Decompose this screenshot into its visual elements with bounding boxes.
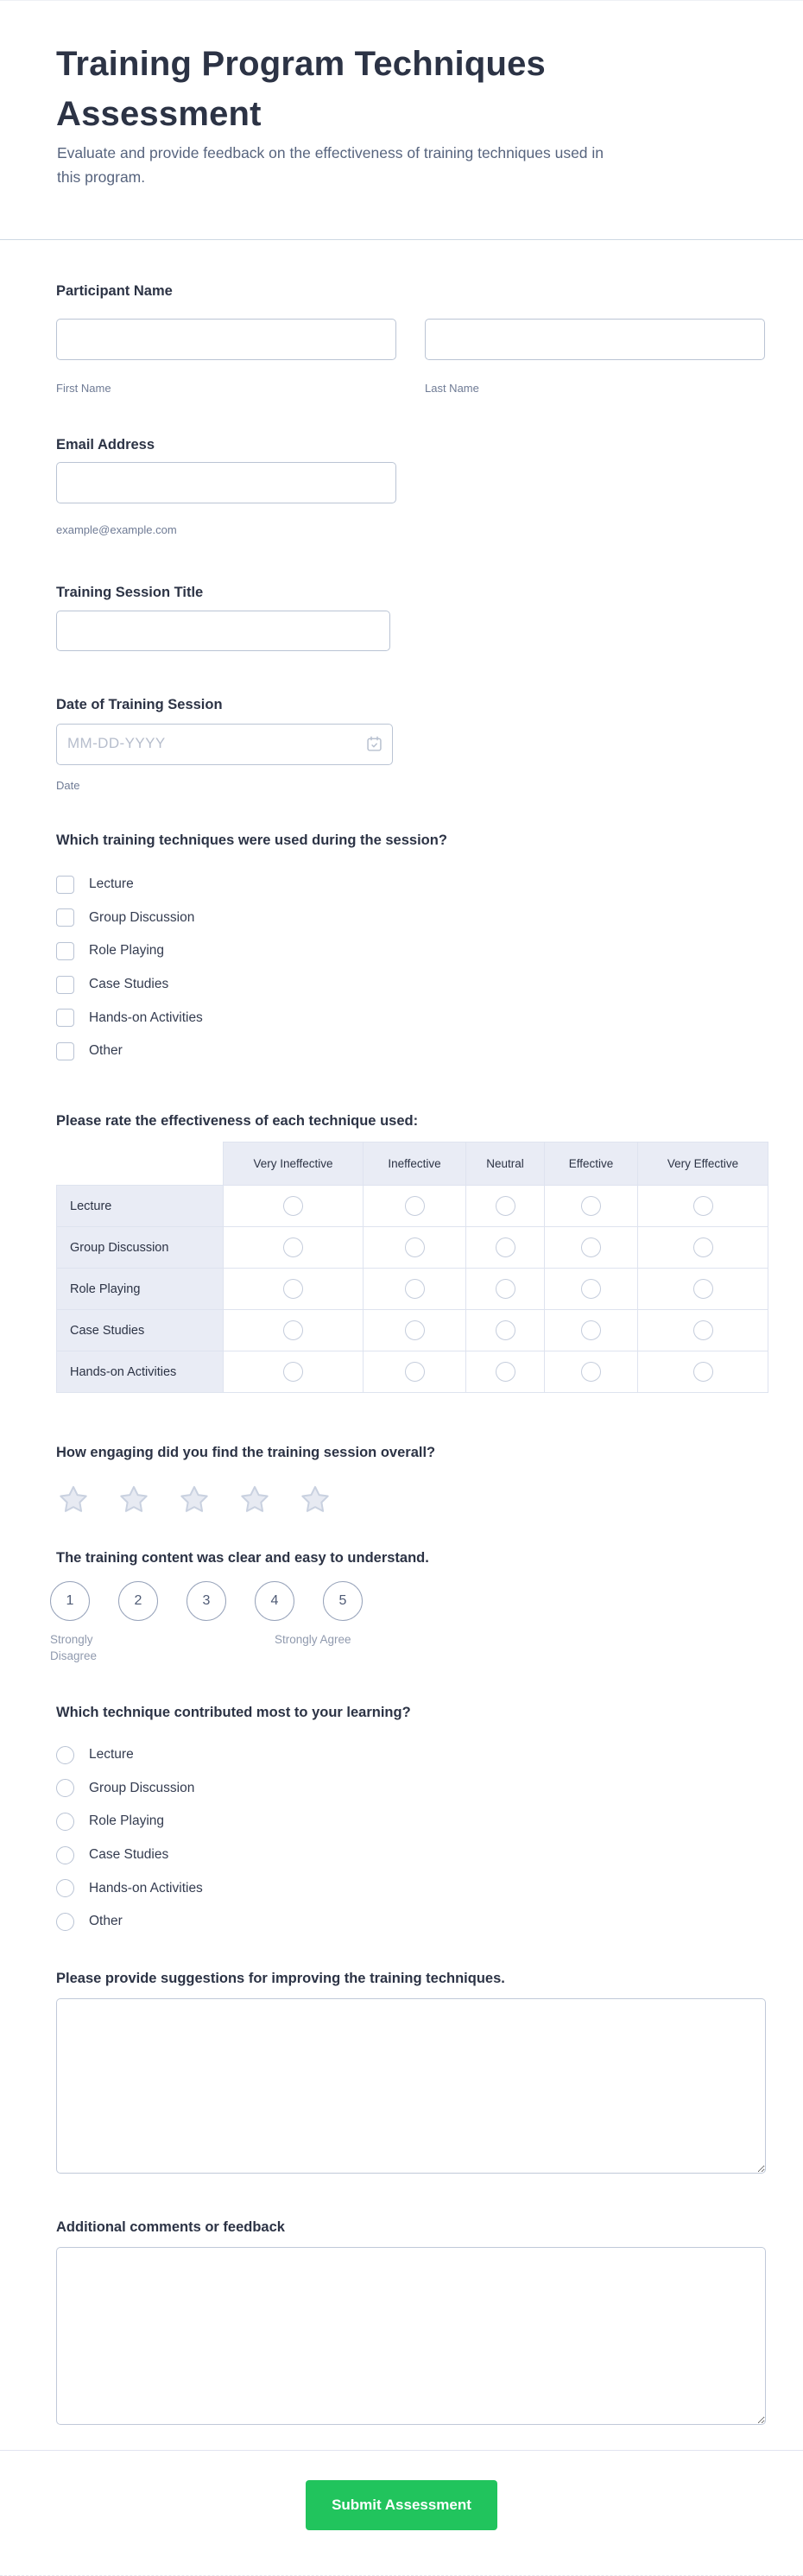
matrix-radio[interactable] (405, 1362, 425, 1382)
form-title-line1: Training Program Techniques (56, 45, 546, 83)
matrix-radio[interactable] (581, 1362, 601, 1382)
matrix-corner-cell (57, 1142, 224, 1186)
star-icon[interactable] (57, 1484, 90, 1516)
matrix-radio[interactable] (496, 1237, 515, 1257)
submit-button[interactable]: Submit Assessment (306, 2480, 497, 2530)
matrix-col-header: Neutral (466, 1142, 545, 1186)
participant-name-label: Participant Name (56, 283, 173, 299)
first-name-input[interactable] (56, 319, 396, 360)
checkbox-option-lecture[interactable]: Lecture (56, 868, 203, 902)
clarity-scale (50, 1581, 363, 1621)
matrix-radio[interactable] (581, 1320, 601, 1340)
scale-min-label: Strongly Disagree (50, 1633, 98, 1662)
matrix-radio[interactable] (283, 1196, 303, 1216)
header-divider (0, 239, 803, 240)
radio-icon[interactable] (56, 1846, 74, 1864)
matrix-radio[interactable] (693, 1320, 713, 1340)
checkbox-icon[interactable] (56, 1009, 74, 1027)
matrix-row-label: Group Discussion (57, 1227, 224, 1269)
form-subtitle: Evaluate and provide feedback on the effectiveness of training techniques used in this program. (57, 144, 604, 186)
radio-option-lecture[interactable]: Lecture (56, 1738, 203, 1772)
matrix-radio[interactable] (283, 1320, 303, 1340)
star-icon[interactable] (117, 1484, 150, 1516)
form-title-line2: Assessment (56, 95, 262, 133)
engagement-label: How engaging did you find the training session overall? (56, 1445, 436, 1460)
calendar-icon[interactable] (365, 735, 383, 753)
scale-option-3[interactable]: 3 (187, 1581, 226, 1621)
matrix-row-hands-on (57, 1351, 768, 1393)
techniques-used-list (56, 868, 203, 1068)
matrix-row-label: Hands-on Activities (57, 1351, 224, 1393)
radio-icon[interactable] (56, 1879, 74, 1897)
matrix-radio[interactable] (405, 1279, 425, 1299)
matrix-col-header: Very Ineffective (224, 1142, 364, 1186)
star-icon[interactable] (238, 1484, 271, 1516)
matrix-radio[interactable] (283, 1279, 303, 1299)
radio-icon[interactable] (56, 1913, 74, 1931)
star-rating (57, 1484, 332, 1516)
scale-max-label: Strongly Agree (275, 1633, 351, 1646)
checkbox-option-group-discussion[interactable]: Group Discussion (56, 902, 203, 935)
radio-option-case-studies[interactable]: Case Studies (56, 1839, 203, 1872)
session-title-label: Training Session Title (56, 585, 204, 600)
scale-option-1[interactable]: 1 (50, 1581, 90, 1621)
matrix-radio[interactable] (405, 1320, 425, 1340)
matrix-radio[interactable] (496, 1279, 515, 1299)
matrix-radio[interactable] (693, 1196, 713, 1216)
top-technique-list (56, 1738, 203, 1939)
matrix-radio[interactable] (581, 1196, 601, 1216)
checkbox-option-hands-on[interactable]: Hands-on Activities (56, 1001, 203, 1035)
email-input[interactable] (56, 462, 396, 503)
last-name-sublabel: Last Name (425, 382, 479, 395)
matrix-radio[interactable] (581, 1237, 601, 1257)
matrix-radio[interactable] (405, 1196, 425, 1216)
clarity-label: The training content was clear and easy to understand. (56, 1550, 429, 1566)
effectiveness-matrix (56, 1142, 768, 1393)
checkbox-option-other[interactable]: Other (56, 1035, 203, 1068)
matrix-row-lecture (57, 1186, 768, 1227)
radio-option-group-discussion[interactable]: Group Discussion (56, 1772, 203, 1806)
matrix-radio[interactable] (693, 1279, 713, 1299)
date-input[interactable] (56, 724, 393, 765)
checkbox-icon[interactable] (56, 908, 74, 927)
checkbox-icon[interactable] (56, 942, 74, 960)
matrix-col-header: Effective (545, 1142, 638, 1186)
radio-icon[interactable] (56, 1779, 74, 1797)
checkbox-option-case-studies[interactable]: Case Studies (56, 968, 203, 1002)
effectiveness-label: Please rate the effectiveness of each technique used: (56, 1113, 419, 1129)
suggestions-textarea[interactable] (56, 1998, 766, 2174)
checkbox-icon[interactable] (56, 876, 74, 894)
form-title (56, 39, 626, 139)
matrix-row-label: Role Playing (57, 1269, 224, 1310)
email-label: Email Address (56, 437, 155, 453)
matrix-radio[interactable] (283, 1237, 303, 1257)
email-sublabel: example@example.com (56, 523, 177, 536)
checkbox-icon[interactable] (56, 976, 74, 994)
star-icon[interactable] (299, 1484, 332, 1516)
scale-option-2[interactable]: 2 (118, 1581, 158, 1621)
matrix-radio[interactable] (496, 1320, 515, 1340)
matrix-row-group-discussion (57, 1227, 768, 1269)
comments-label: Additional comments or feedback (56, 2219, 285, 2235)
checkbox-option-role-playing[interactable]: Role Playing (56, 934, 203, 968)
matrix-radio[interactable] (496, 1362, 515, 1382)
radio-icon[interactable] (56, 1746, 74, 1764)
matrix-radio[interactable] (693, 1362, 713, 1382)
matrix-col-header: Ineffective (364, 1142, 466, 1186)
matrix-col-header: Very Effective (638, 1142, 768, 1186)
session-title-input[interactable] (56, 611, 390, 651)
matrix-radio[interactable] (405, 1237, 425, 1257)
comments-textarea[interactable] (56, 2247, 766, 2425)
matrix-row-label: Case Studies (57, 1310, 224, 1351)
matrix-radio[interactable] (581, 1279, 601, 1299)
footer-divider (0, 2450, 803, 2451)
suggestions-label: Please provide suggestions for improving the training techniques. (56, 1971, 505, 1986)
matrix-radio[interactable] (693, 1237, 713, 1257)
matrix-row-label: Lecture (57, 1186, 224, 1227)
radio-option-hands-on[interactable]: Hands-on Activities (56, 1871, 203, 1905)
matrix-radio[interactable] (496, 1196, 515, 1216)
checkbox-icon[interactable] (56, 1042, 74, 1060)
first-name-sublabel: First Name (56, 382, 111, 395)
top-technique-label: Which technique contributed most to your learning? (56, 1705, 411, 1720)
matrix-radio[interactable] (283, 1362, 303, 1382)
star-icon[interactable] (178, 1484, 211, 1516)
radio-icon[interactable] (56, 1813, 74, 1831)
scale-option-5[interactable]: 5 (323, 1581, 363, 1621)
matrix-row-role-playing (57, 1269, 768, 1310)
matrix-row-case-studies (57, 1310, 768, 1351)
radio-option-role-playing[interactable]: Role Playing (56, 1805, 203, 1839)
last-name-input[interactable] (425, 319, 765, 360)
session-date-label: Date of Training Session (56, 697, 223, 712)
techniques-used-label: Which training techniques were used during the session? (56, 832, 447, 848)
radio-option-other[interactable]: Other (56, 1905, 203, 1939)
scale-option-4[interactable]: 4 (255, 1581, 294, 1621)
date-sublabel: Date (56, 779, 80, 792)
